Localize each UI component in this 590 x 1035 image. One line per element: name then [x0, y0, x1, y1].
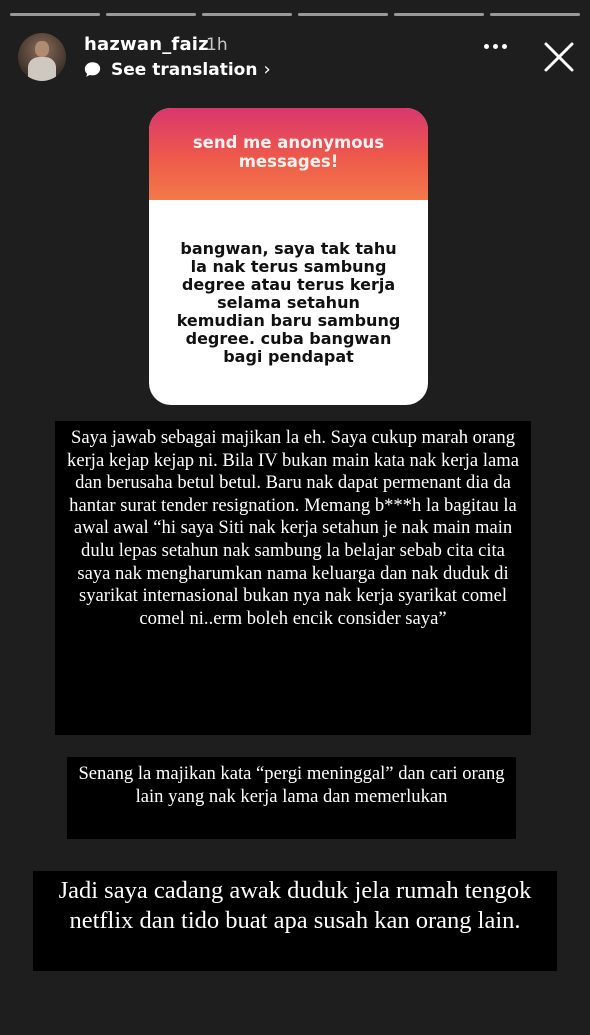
- question-sticker-header: [149, 108, 428, 200]
- progress-segment: [202, 13, 292, 16]
- see-translation-button[interactable]: [84, 59, 271, 80]
- question-sticker[interactable]: [149, 108, 428, 405]
- speech-bubble-icon: [84, 61, 101, 78]
- progress-segment: [10, 13, 100, 16]
- avatar[interactable]: [18, 33, 66, 81]
- answer-text-block: Jadi saya cadang awak duduk jela rumah tengok netflix dan tido buat apa susah kan orang lain.: [33, 871, 557, 971]
- question-text: bangwan, saya tak tahu la nak terus sambung degree atau terus kerja selama setahun kemudian baru sambung degree. cuba bangwan bagi pendapat: [176, 238, 401, 366]
- progress-segment: [490, 13, 580, 16]
- answer-text-block: Senang la majikan kata “pergi meninggal” dan cari orang lain yang nak kerja lama dan memerlukan: [67, 757, 516, 839]
- chevron-right-icon: ›: [263, 59, 271, 80]
- answer-text-block: Saya jawab sebagai majikan la eh. Saya cukup marah orang kerja kejap kejap ni. Bila IV bukan main kata nak kerja lama dan berusaha betul betul. Baru nak dapat permenant dia da hantar surat tender resignation. Memang b***h la bagitau la awal awal “hi saya Siti nak kerja setahun je nak main main dulu lepas setahun nak sambung la belajar sebab cita cita saya nak mengharumkan nama keluarga dan nak duduk di syarikat internasional bukan nya nak kerja syarikat comel comel ni..erm boleh encik consider saya”: [55, 421, 531, 735]
- progress-segment: [394, 13, 484, 16]
- username[interactable]: hazwan_faiz: [84, 34, 209, 55]
- post-time: 1h: [206, 35, 228, 55]
- question-sticker-title: send me anonymous messages!: [192, 133, 385, 171]
- progress-segment: [298, 13, 388, 16]
- story-progress-bar: [10, 13, 580, 17]
- more-options-icon[interactable]: [484, 44, 507, 49]
- see-translation-label: See translation: [111, 59, 258, 80]
- progress-segment: [106, 13, 196, 16]
- close-icon[interactable]: [542, 40, 576, 74]
